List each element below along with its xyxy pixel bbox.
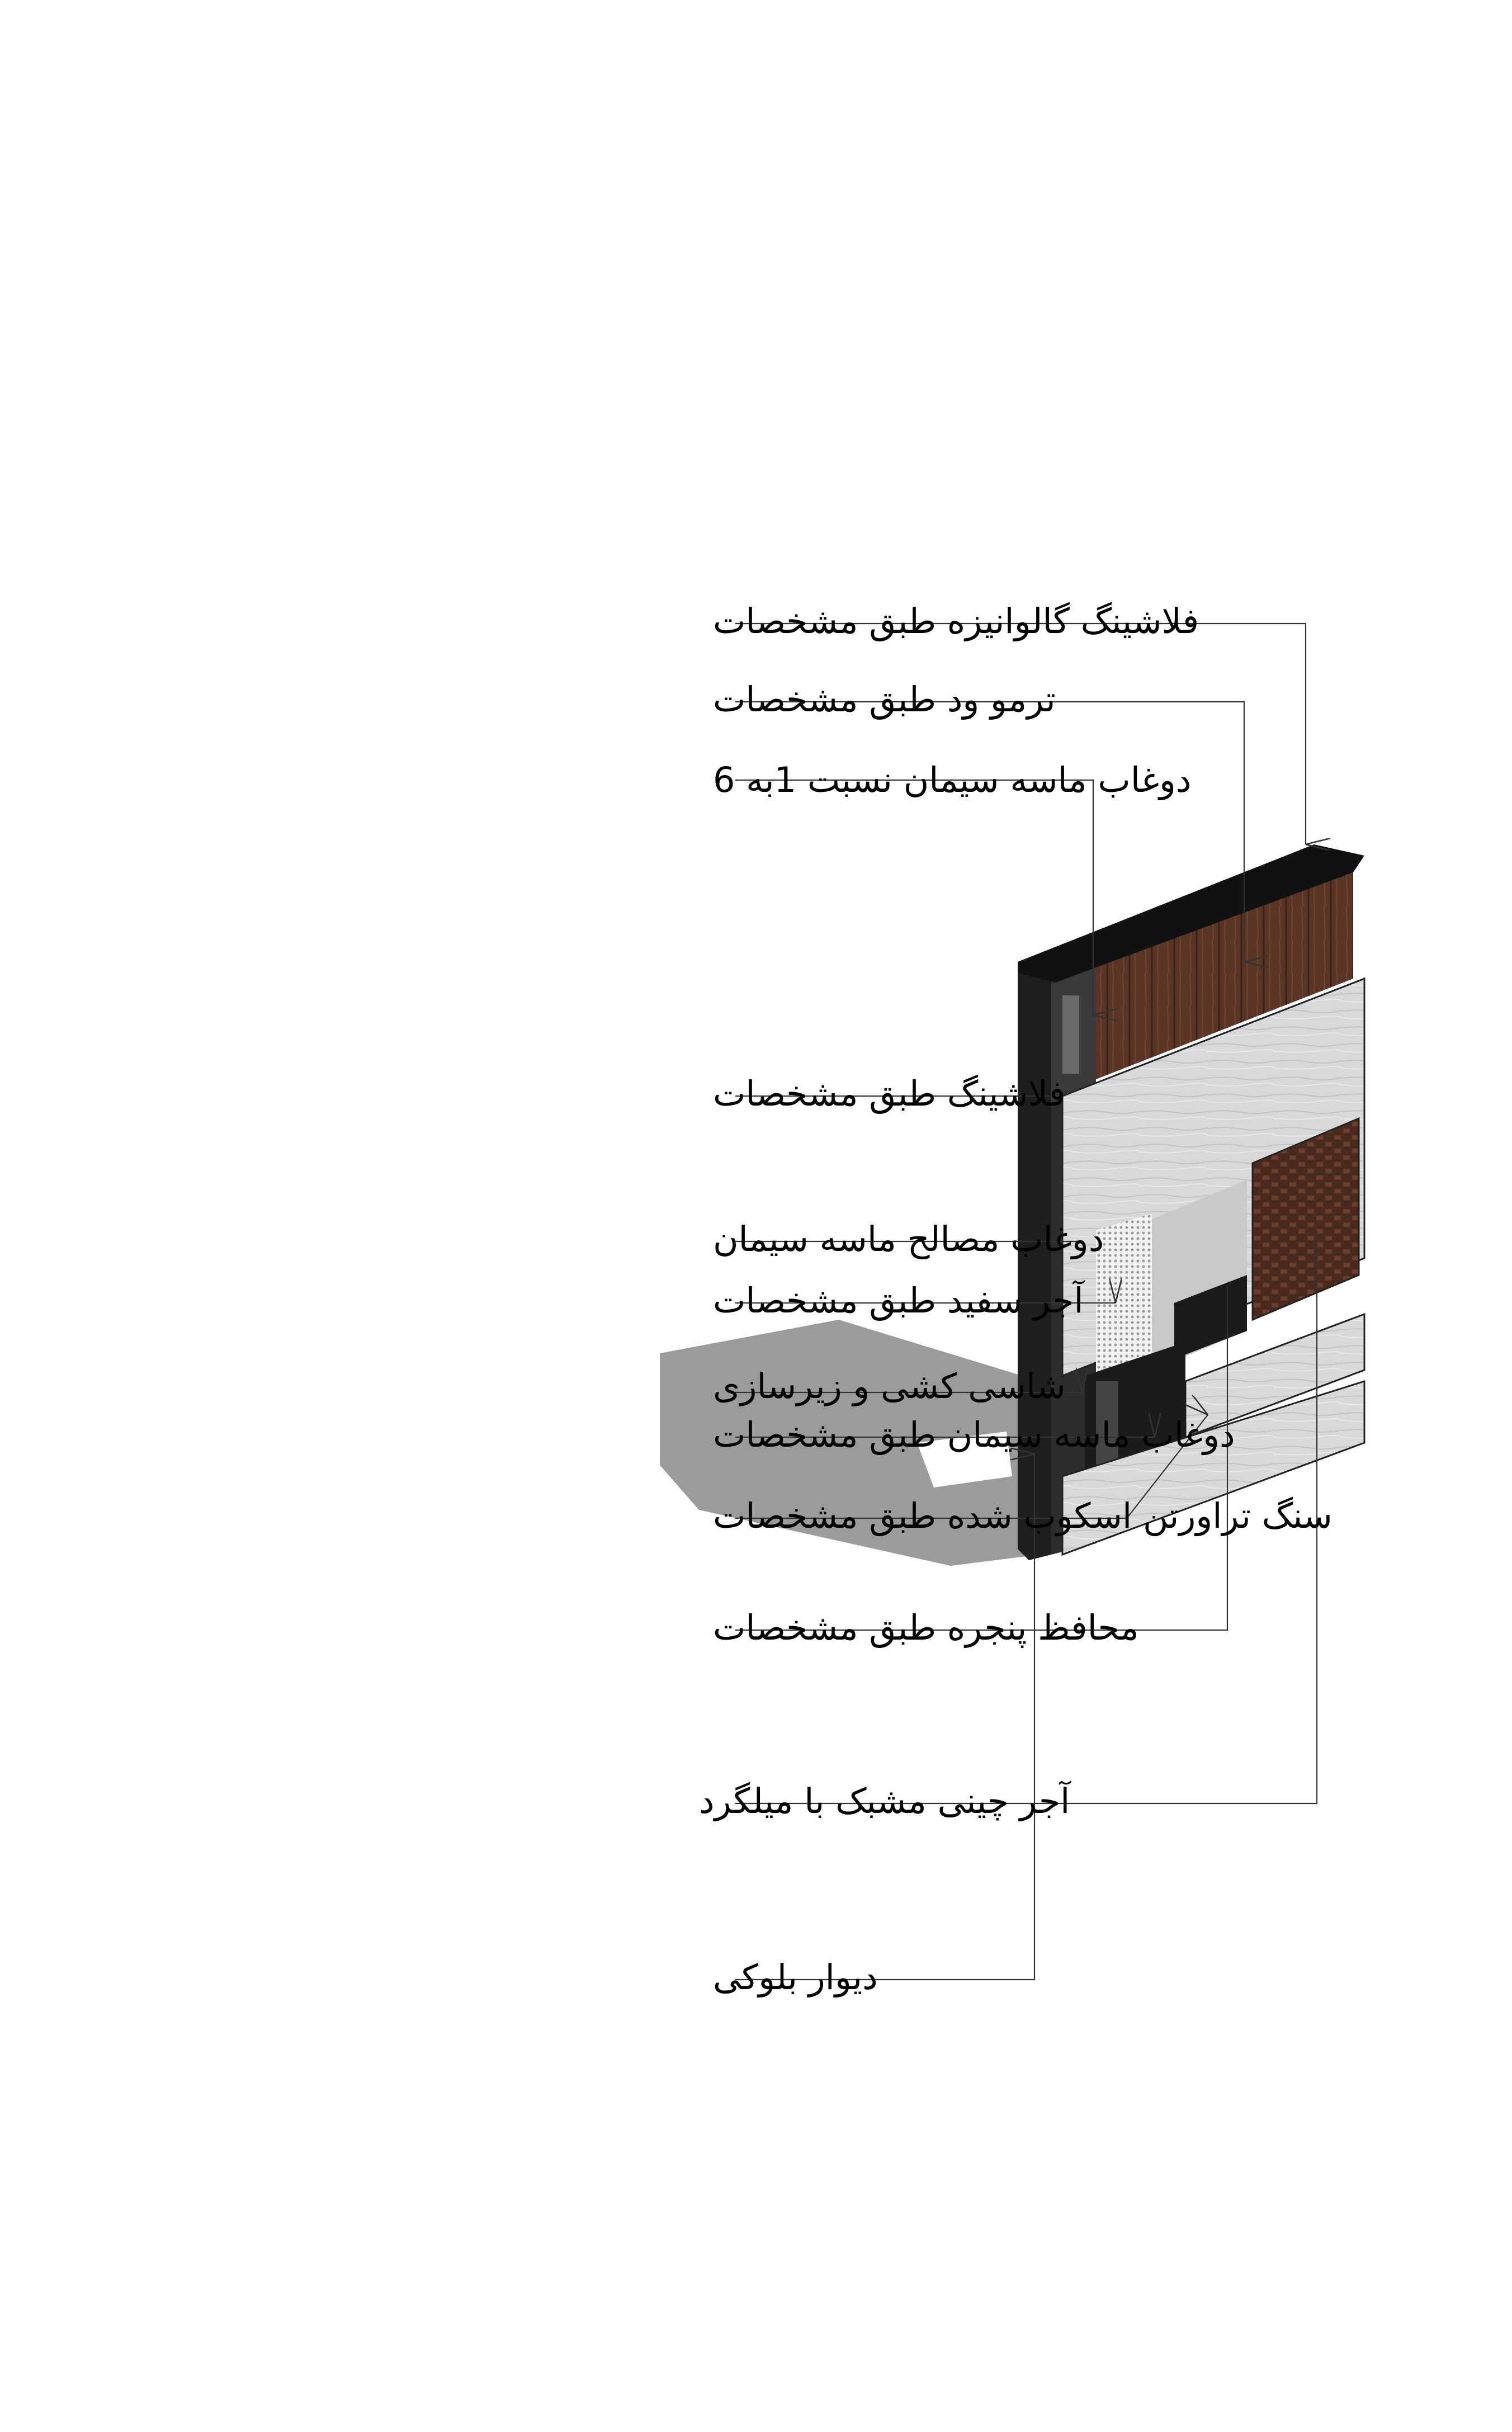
label-travertine: سنگ تراورتن اسکوب شده طبق مشخصات <box>713 1495 1333 1536</box>
label-lattice-brick: آجر چینی مشبک با میلگرد <box>699 1781 1070 1821</box>
leader-galvanized-flashing <box>735 624 1306 844</box>
label-window-guard: محافظ پنجره طبق مشخصات <box>713 1607 1139 1648</box>
label-block-wall: دیوار بلوکی <box>713 1957 878 1997</box>
label-galvanized-flashing: فلاشینگ گالوانیزه طبق مشخصات <box>713 601 1199 641</box>
label-white-brick: آجر سفید طبق مشخصات <box>713 1280 1084 1321</box>
label-mortar-spec: دوغاب ماسه سیمان طبق مشخصات <box>713 1414 1235 1455</box>
label-flashing: فلاشینگ طبق مشخصات <box>713 1073 1066 1114</box>
mortar-gap-inner <box>1062 995 1079 1074</box>
label-thermowood: ترمو ود طبق مشخصات <box>713 679 1056 720</box>
label-mortar-1-6: دوغاب ماسه سیمان نسبت 1به 6 <box>713 759 1192 800</box>
label-chassis: شاسی کشی و زیرسازی <box>713 1366 1066 1406</box>
label-mortar-sand-cement: دوغاب مصالح ماسه سیمان <box>713 1219 1104 1259</box>
